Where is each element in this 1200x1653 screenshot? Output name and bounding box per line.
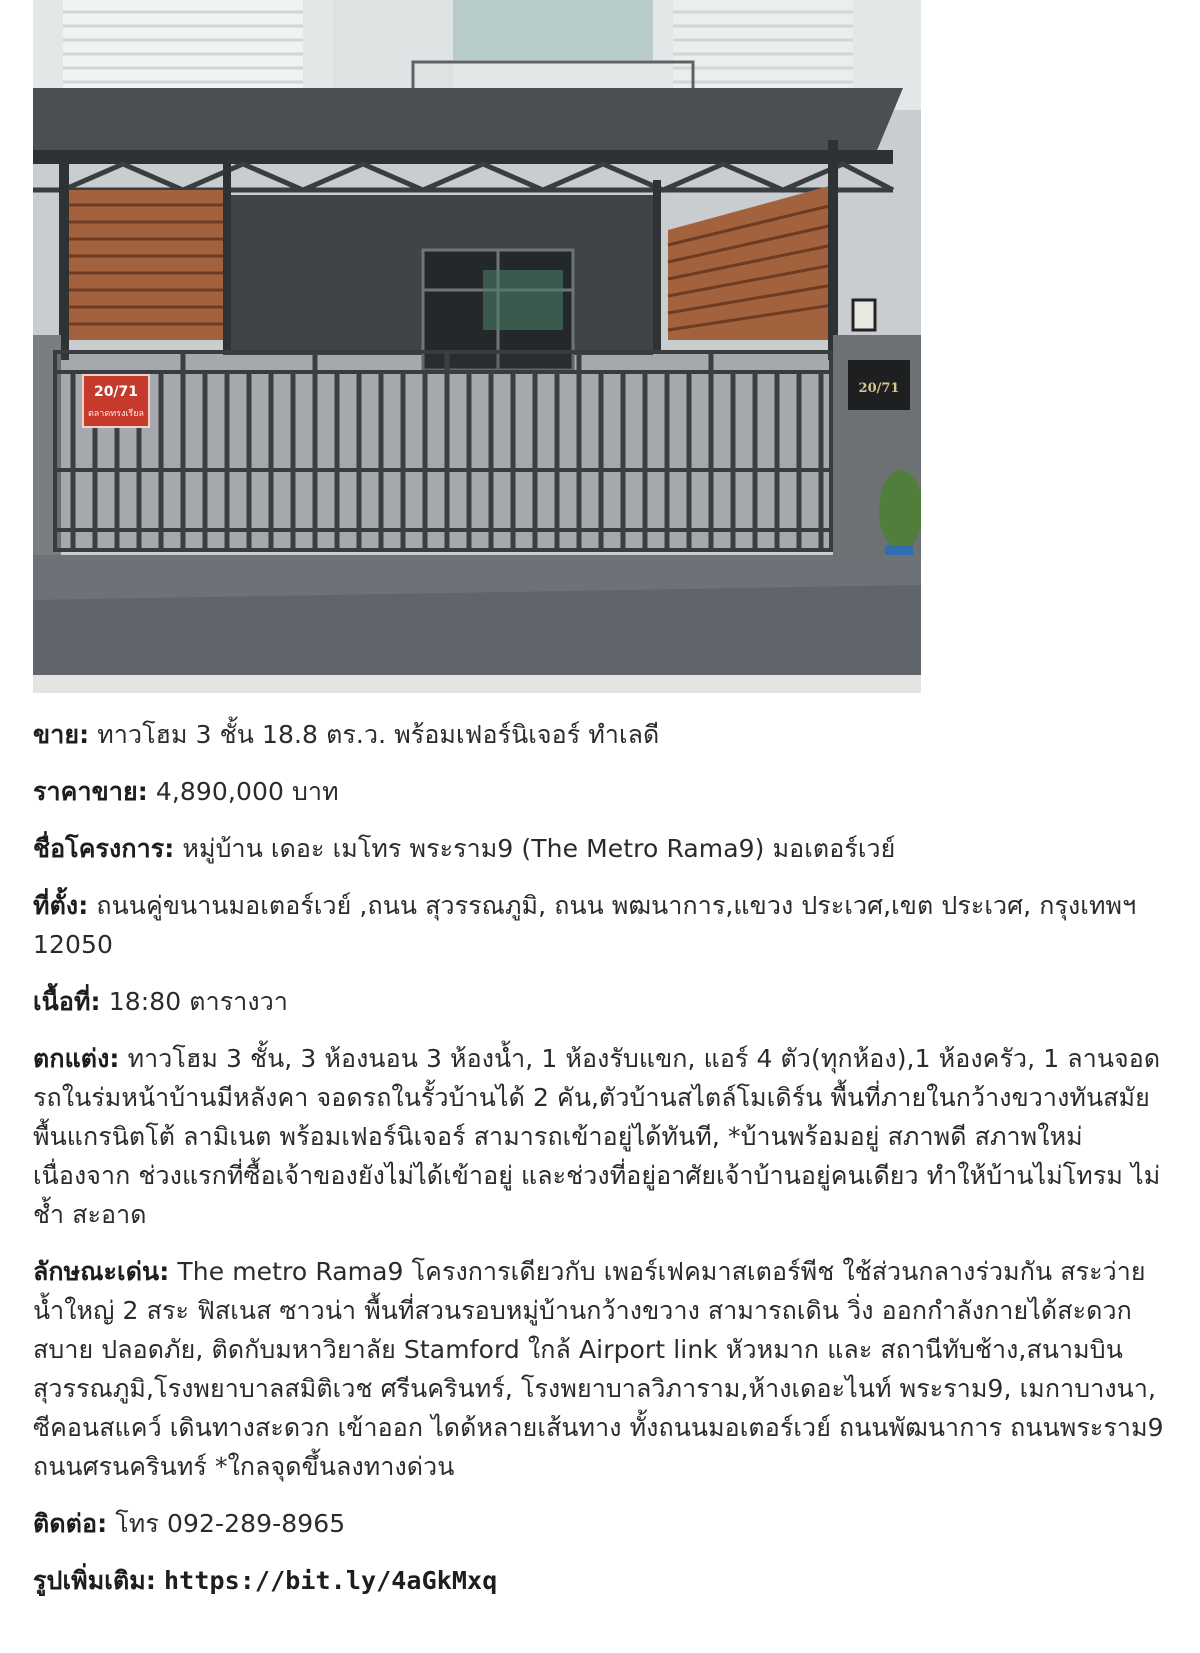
plants-reflection xyxy=(483,270,563,330)
sale-row xyxy=(33,715,1173,754)
gate-shadow xyxy=(53,350,833,550)
location-row xyxy=(33,886,1173,964)
location-value: ถนนคู่ขนานมอเตอร์เวย์ ,ถนน สุวรรณภูมิ, ถนน พฒนาการ,แขวง ประเวศ,เขต ประเวศ, กรุงเทพฯ 12050 xyxy=(33,891,1137,959)
more-photos-label: รูปเพิ่มเติม: xyxy=(33,1566,156,1595)
contact-label: ติดต่อ: xyxy=(33,1509,108,1538)
left-wood-fence xyxy=(63,190,223,340)
house-photo xyxy=(33,0,921,693)
more-photos-link[interactable]: https://bit.ly/4aGkMxq xyxy=(164,1566,498,1595)
carport-roof xyxy=(33,88,903,160)
area-value: 18:80 ตารางวา xyxy=(108,987,289,1016)
decoration-value: ทาวโฮม 3 ชั้น, 3 ห้องนอน 3 ห้องน้ำ, 1 ห้องรับแขก, แอร์ 4 ตัว(ทุกห้อง),1 ห้องครัว, 1 ลานจอดรถในร่มหน้าบ้านมีหลังคา จอดรถในรั้วบ้านได้ 2 คัน,ตัวบ้านสไตล์โมเดิร์น พื้นที่ภายในกว้างขวางทันสมัย พื้นแกรนิตโต้ ลามิเนต พร้อมเฟอร์นิเจอร์ สามารถเข้าอยู่ได้ทันที, *บ้านพร้อมอยู่ สภาพดี สภาพใหม่ เนื่องจาก ช่วงแรกที่ซื้อเจ้าของยังไม่ได้เข้าอยู่ และช่วงที่อยู่อาศัยเจ้าบ้านอยู่คนเดียว ทำให้บ้านไม่โทรม ไม่ช้ำ สะอาด xyxy=(33,1044,1161,1229)
highlights-label: ลักษณะเด่น: xyxy=(33,1257,170,1286)
house-number-text: 20/71 xyxy=(858,381,900,396)
project-label: ชื่อโครงการ: xyxy=(33,834,175,863)
sale-label: ขาย: xyxy=(33,720,90,749)
sale-sign-number: 20/71 xyxy=(93,384,139,400)
price-row xyxy=(33,772,1173,811)
price-value: 4,890,000 บาท xyxy=(155,777,339,806)
highlights-value: The metro Rama9 โครงการเดียวกับ เพอร์เฟคมาสเตอร์พีช ใช้ส่วนกลางร่วมกัน สระว่ายน้ำใหญ่ 2 สระ ฟิสเนส ซาวน่า พื้นที่สวนรอบหมู่บ้านกว้างขวาง สามารถเดิน วิ่ง ออกกำลังกายได้สะดวก สบาย ปลอดภัย, ติดกับมหาวิยาลัย Stamford ใกล้ Airport link หัวหมาก และ สถานีทับช้าง,สนามบินสุวรรณภูมิ,โรงพยาบาลสมิติเวช ศรีนครินทร์, โรงพยาบาลวิภาราม,ห้างเดอะไนท์ พระราม9, เมกาบางนา, ซีคอนสแคว์ เดินทางสะดวก เข้าออก ไดด้หลายเส้นทาง ทั้งถนนมอเตอร์เวย์ ถนนพัฒนาการ ถนนพระราม9 ถนนศรนครินทร์ *ใกลจุดขึ้นลงทางด่วน xyxy=(33,1257,1164,1481)
project-value: หมู่บ้าน เดอะ เมโทร พระราม9 (The Metro Rama9) มอเตอร์เวย์ xyxy=(182,834,896,863)
sale-sign xyxy=(83,375,149,427)
sale-value: ทาวโฮม 3 ชั้น 18.8 ตร.ว. พร้อมเฟอร์นิเจอร์ ทำเลดี xyxy=(97,720,660,749)
area-row xyxy=(33,982,1173,1021)
curb xyxy=(33,675,921,693)
sale-sign-text: ตลาดทรงเรียล xyxy=(87,409,145,419)
decoration-label: ตกแต่ง: xyxy=(33,1044,120,1073)
location-label: ที่ตั้ง: xyxy=(33,891,89,920)
area-label: เนื้อที่: xyxy=(33,987,101,1016)
townhouse-front-image xyxy=(33,0,921,693)
price-label: ราคาขาย: xyxy=(33,777,148,806)
more-photos-row xyxy=(33,1561,1173,1600)
contact-row xyxy=(33,1504,1173,1543)
project-row xyxy=(33,829,1173,868)
contact-value: โทร 092-289-8965 xyxy=(115,1509,346,1538)
decoration-row xyxy=(33,1039,1173,1234)
highlights-row xyxy=(33,1252,1173,1486)
gate-bars xyxy=(73,352,821,550)
wall-lamp xyxy=(853,300,875,330)
roof-beam xyxy=(33,150,893,164)
listing-details xyxy=(33,715,1173,1618)
